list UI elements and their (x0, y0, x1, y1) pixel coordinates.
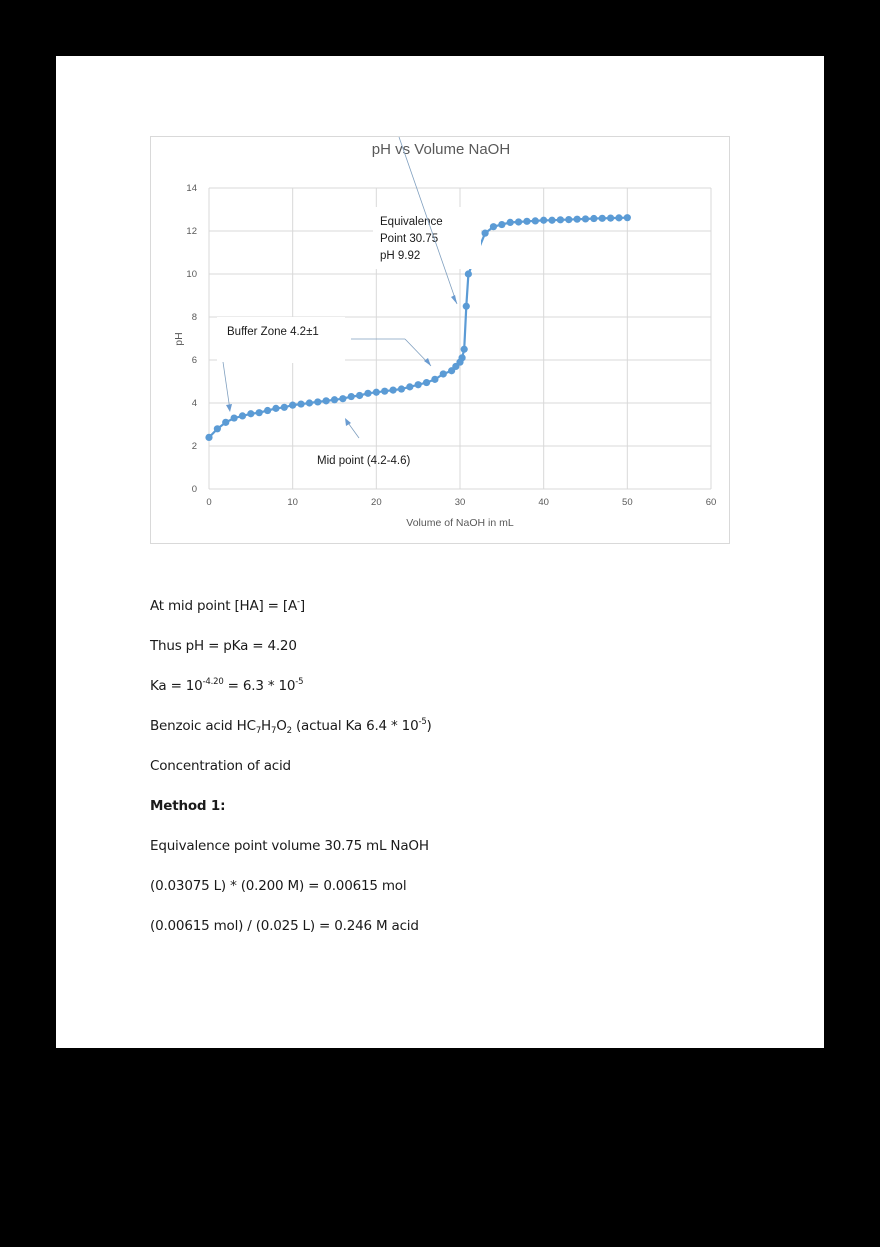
data-point (281, 404, 288, 411)
data-point (515, 218, 522, 225)
buffer-annotation-box (217, 317, 345, 363)
y-tick-label: 14 (186, 183, 197, 194)
method-1-heading: Method 1: (150, 798, 226, 814)
data-point (507, 219, 514, 226)
data-point (356, 392, 363, 399)
data-point (231, 414, 238, 421)
data-point (463, 303, 470, 310)
buffer-annotation-text: Buffer Zone 4.2±1 (227, 326, 319, 338)
y-tick-label: 0 (191, 484, 197, 495)
data-point (398, 385, 405, 392)
data-point (364, 390, 371, 397)
document-page (56, 56, 824, 1048)
equivalence-annotation-line2: Point 30.75 (380, 233, 439, 245)
data-point (431, 376, 438, 383)
y-tick-label: 2 (191, 441, 197, 452)
molarity-calculation: (0.00615 mol) / (0.025 L) = 0.246 M acid (150, 918, 419, 934)
moles-calculation: (0.03075 L) * (0.200 M) = 0.00615 mol (150, 878, 407, 894)
chart-title: pH vs Volume NaOH (371, 141, 511, 158)
y-tick-label: 6 (191, 355, 197, 366)
equivalence-annotation-line3: pH 9.92 (380, 250, 421, 262)
data-point (624, 214, 631, 221)
data-point (482, 230, 489, 237)
x-tick-label: 60 (705, 497, 717, 508)
data-point (373, 389, 380, 396)
x-tick-label: 0 (206, 497, 212, 508)
midpoint-annotation-text: Mid point (4.2-4.6) (317, 455, 411, 467)
data-point (490, 223, 497, 230)
data-point (381, 388, 388, 395)
x-tick-label: 20 (371, 497, 382, 508)
data-point (498, 221, 505, 228)
data-point (222, 419, 229, 426)
data-point (247, 410, 254, 417)
analysis-text (150, 596, 770, 956)
x-tick-label: 30 (454, 497, 466, 508)
x-tick-label: 10 (287, 497, 298, 508)
buffer-right-arrowhead-icon (424, 358, 431, 366)
titration-chart (150, 136, 730, 544)
data-point (239, 412, 246, 419)
chart-canvas (151, 137, 731, 545)
data-point (465, 270, 472, 277)
data-point (406, 383, 413, 390)
data-point (458, 354, 465, 361)
y-tick-label: 8 (191, 312, 197, 323)
y-axis-label: pH (173, 332, 185, 346)
data-point (314, 398, 321, 405)
equivalence-arrowhead-icon (451, 295, 457, 304)
data-point (415, 381, 422, 388)
data-point (599, 215, 606, 222)
data-point (590, 215, 597, 222)
ka-calculation: $Ka = 10^{-4.20} = 6.3 * 10^{-5}$ (150, 677, 304, 694)
data-point (548, 217, 555, 224)
buffer-left-arrowhead-icon (226, 404, 232, 412)
x-tick-label: 50 (622, 497, 633, 508)
data-point (523, 218, 530, 225)
data-point (389, 387, 396, 394)
y-tick-label: 4 (191, 398, 197, 409)
data-point (256, 409, 263, 416)
data-point (205, 434, 212, 441)
y-tick-label: 12 (186, 226, 197, 237)
equivalence-annotation-line1: Equivalence (380, 216, 443, 228)
data-point (615, 214, 622, 221)
data-point (423, 379, 430, 386)
data-point (607, 215, 614, 222)
concentration-heading: Concentration of acid (150, 758, 291, 774)
data-point (214, 425, 221, 432)
data-point (540, 217, 547, 224)
data-point (348, 393, 355, 400)
acid-identification: Benzoic acid $HC_7H_7O_2$ (actual Ka $6.4 * 10^{-5}$) (150, 717, 432, 736)
data-point (272, 405, 279, 412)
data-point (331, 396, 338, 403)
data-point (574, 216, 581, 223)
data-point (289, 402, 296, 409)
data-point (306, 399, 313, 406)
y-tick-label: 10 (186, 269, 197, 280)
midpoint-arrowhead-icon (345, 418, 351, 426)
data-point (582, 215, 589, 222)
data-point (339, 395, 346, 402)
data-point (557, 216, 564, 223)
data-point (323, 397, 330, 404)
data-point (440, 370, 447, 377)
x-tick-label: 40 (538, 497, 549, 508)
equivalence-volume: Equivalence point volume 30.75 mL NaOH (150, 838, 429, 854)
pka-statement: Thus pH = pKa = 4.20 (150, 638, 297, 654)
data-point (264, 407, 271, 414)
midpoint-statement: At mid point [HA] = [A-] (150, 597, 305, 614)
data-point (565, 216, 572, 223)
x-axis-label: Volume of NaOH in mL (406, 517, 514, 529)
data-point (297, 400, 304, 407)
data-point (461, 346, 468, 353)
data-point (532, 217, 539, 224)
